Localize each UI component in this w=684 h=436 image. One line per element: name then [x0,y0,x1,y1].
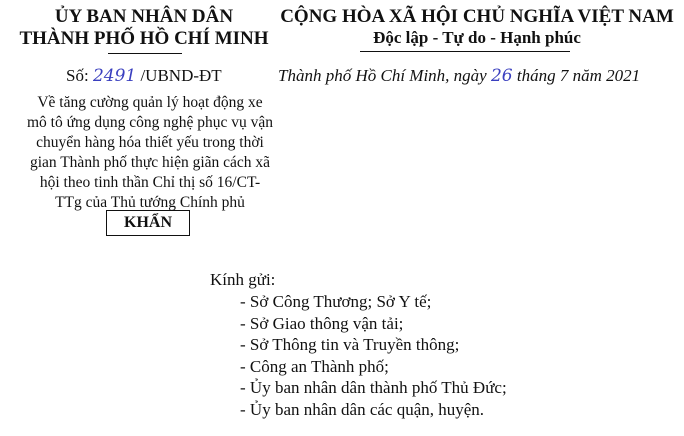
date-prefix: Thành phố Hồ Chí Minh, ngày [278,66,491,85]
date-suffix: tháng 7 năm 2021 [512,66,641,85]
subject-line: gian Thành phố thực hiện giãn cách xã [29,154,271,171]
subject-line: mô tô ứng dụng công nghệ phục vụ vận [26,114,274,131]
doc-number-suffix: /UBND-ĐT [136,66,222,85]
recipient-item: - Công an Thành phố; [240,356,389,376]
recipients-list [240,291,507,420]
issuing-org [14,6,274,50]
date-day-handwritten: 26 [490,66,513,86]
urgent-label: KHẨN [106,210,190,236]
doc-number-handwritten: 2491 [92,66,137,86]
org-name-line1: ỦY BAN NHÂN DÂN [54,6,234,27]
subject-line: chuyển hàng hóa thiết yếu trong thời [36,134,264,151]
recipients-block [210,269,507,420]
document-subject [16,93,284,213]
national-header [276,6,678,48]
recipient-item: - Sở Thông tin và Truyền thông; [240,335,460,354]
recipient-item: - Ủy ban nhân dân thành phố Thủ Đức; [240,378,507,397]
org-underline [108,53,182,54]
recipient-item: - Sở Công Thương; Sở Y tế; [240,292,432,311]
recipient-item: - Ủy ban nhân dân các quận, huyện. [240,399,485,419]
recipient-item: - Sở Giao thông vận tải; [240,313,404,333]
motto-underline [360,51,570,52]
national-motto: Độc lập - Tự do - Hạnh phúc [373,28,581,47]
doc-number-prefix: Số: [66,66,93,85]
nation-name: CỘNG HÒA XÃ HỘI CHỦ NGHĨA VIỆT NAM [280,6,674,27]
document-number [66,66,222,86]
subject-line: TTg của Thủ tướng Chính phủ [55,194,245,211]
subject-line: hội theo tinh thần Chỉ thị số 16/CT- [39,174,261,191]
recipients-title: Kính gửi: [210,270,276,289]
subject-line: Về tăng cường quản lý hoạt động xe [37,94,263,111]
date-line [278,66,640,86]
org-name-line2: THÀNH PHỐ HỒ CHÍ MINH [19,28,269,49]
